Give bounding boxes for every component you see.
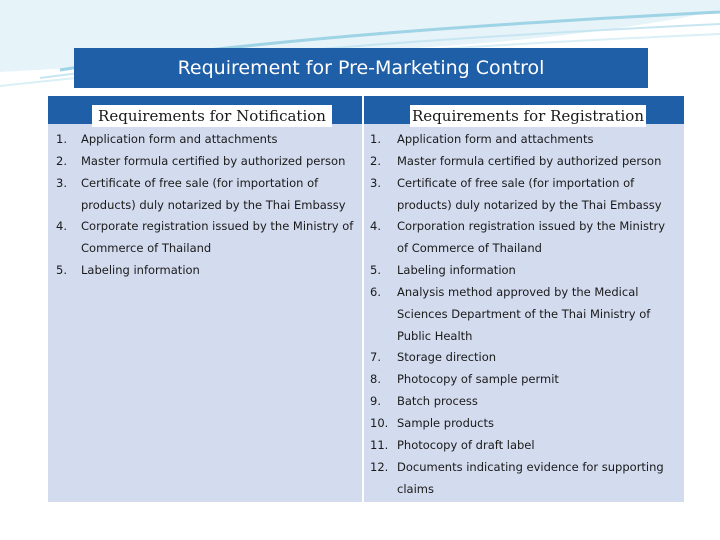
registration-item-text: Master formula certified by authorized person xyxy=(397,154,662,168)
registration-item-number: 6. xyxy=(370,285,381,299)
page-title: Requirement for Pre-Marketing Control xyxy=(74,48,648,88)
registration-item-number: 5. xyxy=(370,263,381,277)
registration-item-number: 4. xyxy=(370,219,381,233)
notification-item-number: 3. xyxy=(56,176,67,190)
registration-item-text: Certificate of free sale (for importation of xyxy=(397,176,635,190)
notification-item-text: Certificate of free sale (for importation of xyxy=(81,176,319,190)
registration-item-text: Corporation registration issued by the Ministry xyxy=(397,219,666,233)
registration-item-text: of Commerce of Thailand xyxy=(397,241,542,255)
registration-item-text: Labeling information xyxy=(397,263,516,277)
notification-item-text: Commerce of Thailand xyxy=(81,241,212,255)
registration-item-text: Photocopy of draft label xyxy=(397,438,535,452)
registration-heading: Requirements for Registration xyxy=(410,105,646,127)
notification-item-text: Corporate registration issued by the Ministry of xyxy=(81,219,354,233)
notification-item-text: Application form and attachments xyxy=(81,132,278,146)
registration-item-number: 8. xyxy=(370,372,381,386)
registration-item-text: Sample products xyxy=(397,416,494,430)
registration-item-number: 9. xyxy=(370,394,381,408)
registration-item-number: 3. xyxy=(370,176,381,190)
registration-item-number: 1. xyxy=(370,132,381,146)
registration-item-text: claims xyxy=(397,482,434,496)
registration-item-text: Public Health xyxy=(397,329,473,343)
registration-item-number: 12. xyxy=(370,460,389,474)
notification-item-number: 1. xyxy=(56,132,67,146)
registration-item-text: Storage direction xyxy=(397,350,497,364)
notification-item-text: products) duly notarized by the Thai Embassy xyxy=(81,198,346,212)
notification-item-number: 4. xyxy=(56,219,67,233)
registration-item-text: Application form and attachments xyxy=(397,132,594,146)
registration-item-text: Sciences Department of the Thai Ministry of xyxy=(397,307,651,321)
registration-item-text: Analysis method approved by the Medical xyxy=(397,285,639,299)
registration-item-text: Documents indicating evidence for supporting xyxy=(397,460,664,474)
notification-heading: Requirements for Notification xyxy=(92,105,332,127)
registration-item-text: Batch process xyxy=(397,394,478,408)
notification-item-text: Labeling information xyxy=(81,263,200,277)
registration-item-number: 7. xyxy=(370,350,381,364)
notification-item-number: 5. xyxy=(56,263,67,277)
registration-item-number: 11. xyxy=(370,438,389,452)
registration-item-text: products) duly notarized by the Thai Embassy xyxy=(397,198,662,212)
registration-item-number: 10. xyxy=(370,416,389,430)
notification-item-number: 2. xyxy=(56,154,67,168)
registration-item-text: Photocopy of sample permit xyxy=(397,372,559,386)
notification-item-text: Master formula certified by authorized person xyxy=(81,154,346,168)
registration-item-number: 2. xyxy=(370,154,381,168)
